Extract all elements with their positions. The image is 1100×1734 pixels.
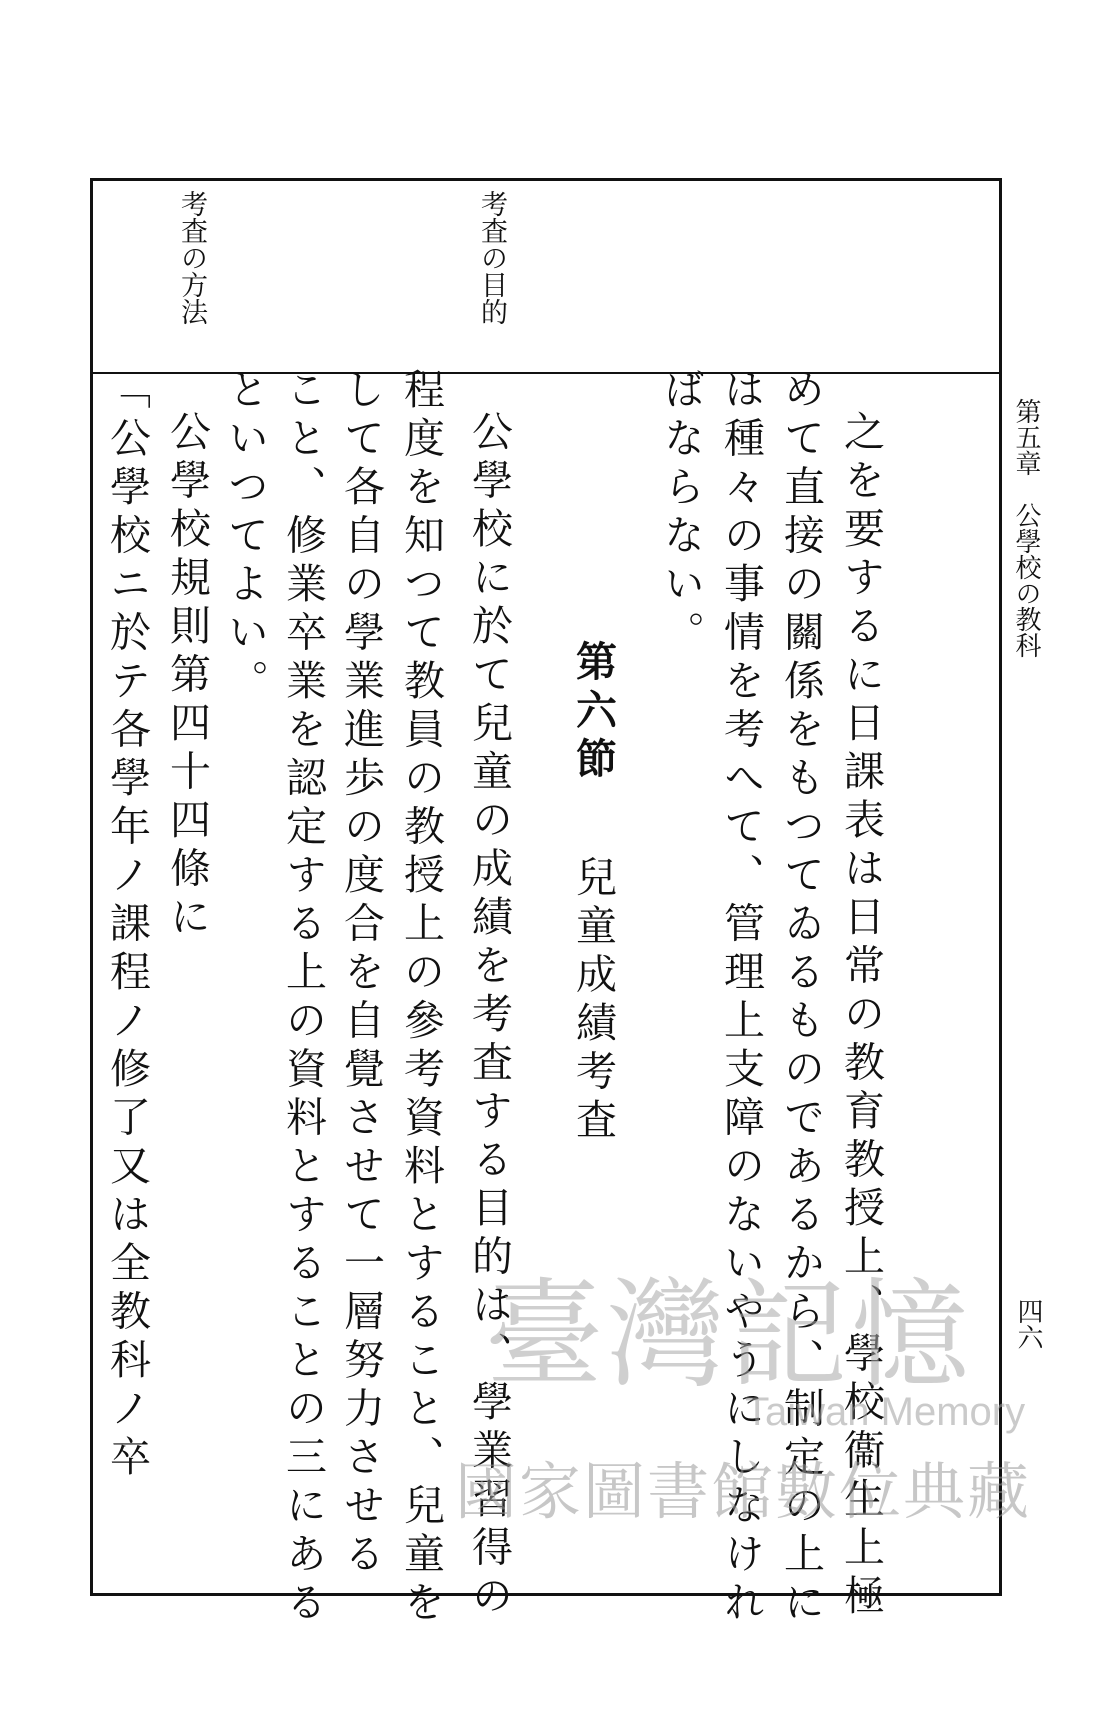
watermark-english: Taiwan Memory [745, 1390, 1026, 1434]
margin-note-purpose: 考査の目的 [476, 190, 507, 325]
page-number: 四六 [1013, 1298, 1043, 1350]
body-column-8: こと、修業卒業を認定する上の資料とすることの三にある [279, 368, 327, 1629]
body-column-6: 程度を知つて教員の教授上の參考資料とすること、兒童を [397, 368, 445, 1629]
body-column-1: 之を要するに日課表は日常の教育教授上、學校衞生上極 [837, 410, 885, 1623]
body-column-7: して各自の學業進歩の度合を自覺させて一層努力させる [337, 368, 385, 1581]
body-column-3: は種々の事情を考へて、管理上支障のないやうにしなけれ [717, 368, 765, 1629]
section-title: 兒童成績考査 [569, 855, 617, 1147]
watermark-main: 臺灣記憶 [485, 1266, 974, 1404]
body-column-9: といつてよい。 [221, 368, 269, 708]
margin-note-method: 考査の方法 [176, 190, 207, 325]
body-column-10: 公學校規則第四十四條に [163, 410, 211, 944]
watermark-sub: 國家圖書館數位典藏 [455, 1455, 1032, 1528]
section-heading [564, 640, 623, 1147]
body-column-4: ばならない。 [657, 368, 705, 659]
running-head: 第五章 公學校の教科 [1011, 398, 1041, 658]
section-label: 第六節 [569, 640, 617, 786]
body-column-11: 「公學校ニ於テ各學年ノ課程ノ修了又は全教科ノ卒 [103, 368, 151, 1484]
body-column-5: 公學校に於て兒童の成績を考査する目的は、學業習得の [465, 410, 513, 1623]
body-column-2: めて直接の關係をもつてゐるものであるから、制定の上に [777, 368, 825, 1629]
